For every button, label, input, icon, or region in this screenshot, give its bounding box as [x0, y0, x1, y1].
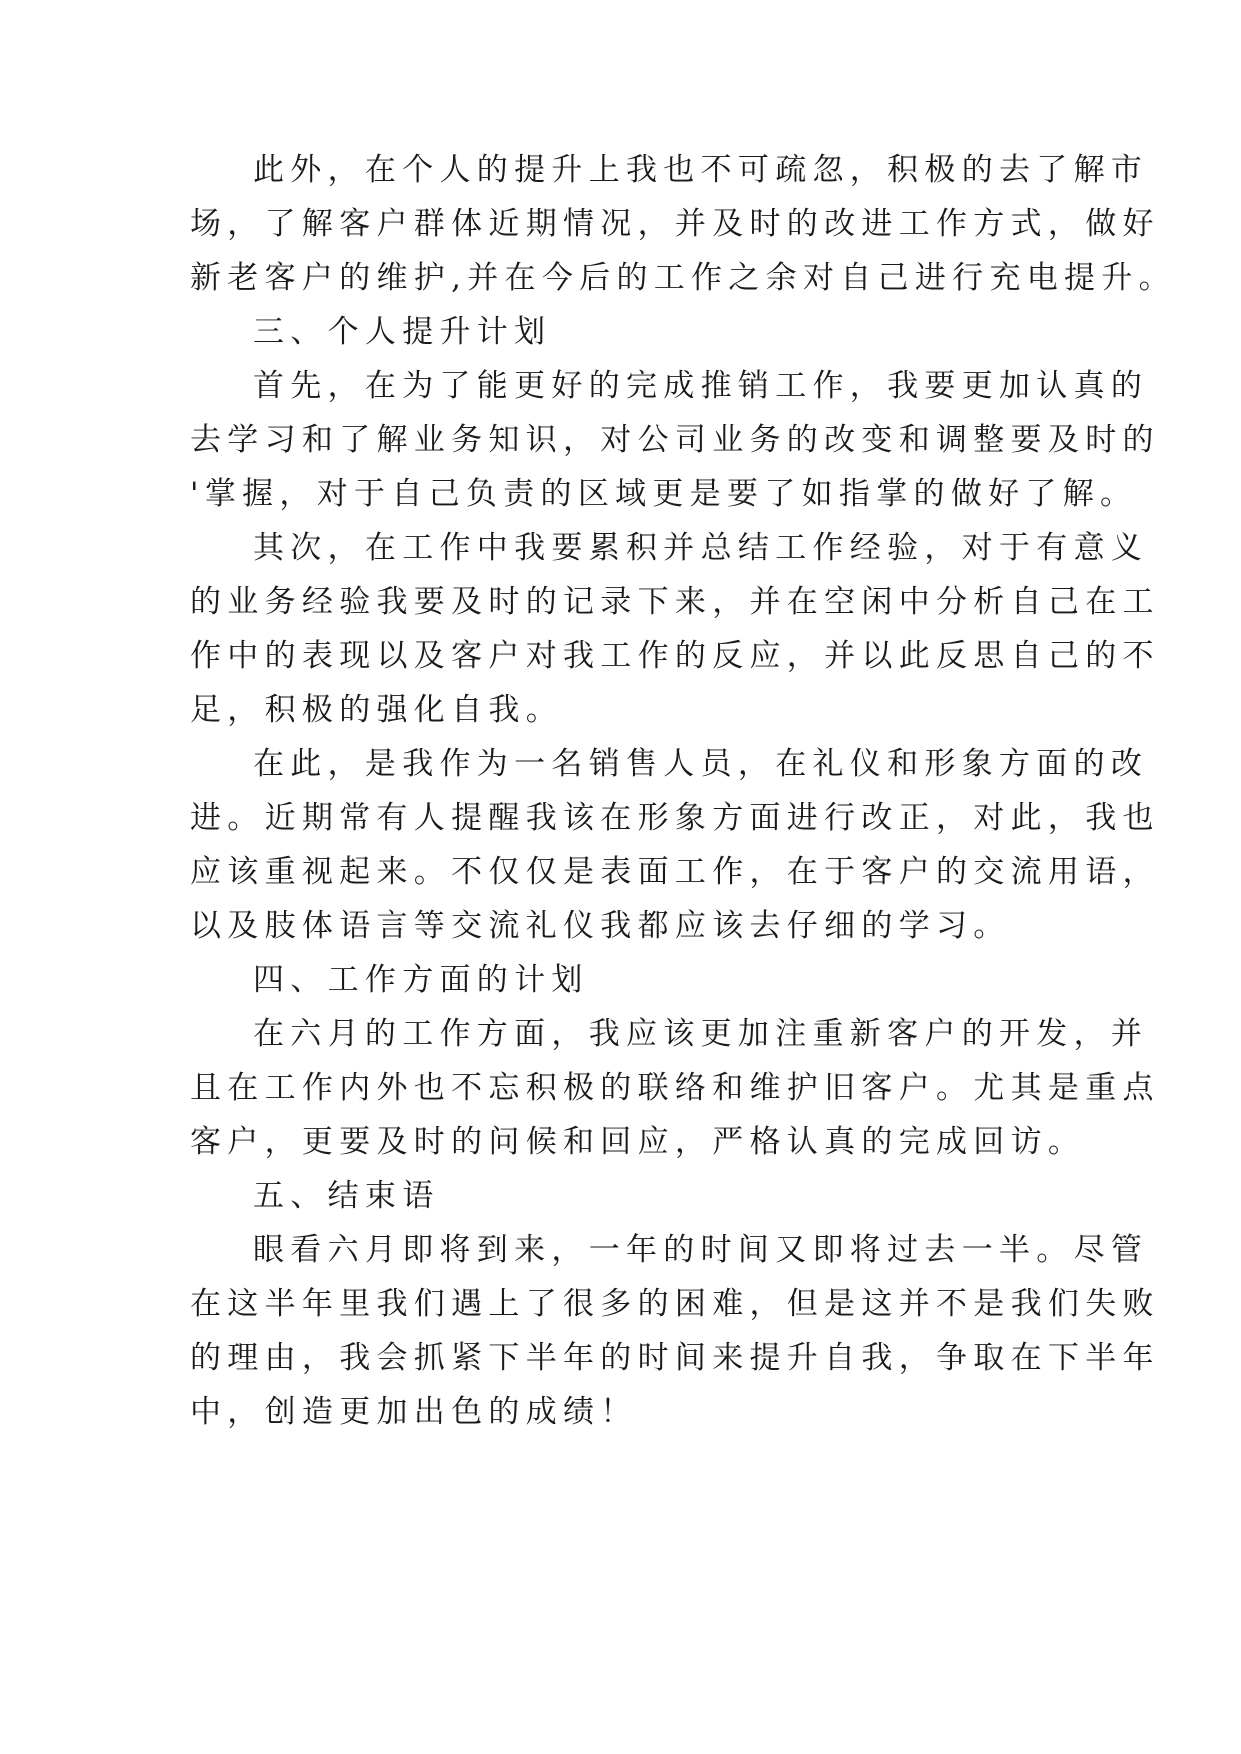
paragraph-line: '掌握，对于自己负责的区域更是要了如指掌的做好了解。 [190, 476, 1138, 512]
paragraph-line: 的理由，我会抓紧下半年的时间来提升自我，争取在下半年 [190, 1340, 1160, 1376]
paragraph-line: 足，积极的强化自我。 [190, 692, 563, 728]
paragraph-line: 此外，在个人的提升上我也不可疏忽，积极的去了解市 [253, 152, 1149, 188]
paragraph-line: 场，了解客户群体近期情况，并及时的改进工作方式，做好 [190, 206, 1160, 242]
paragraph-line: 在这半年里我们遇上了很多的困难，但是这并不是我们失败 [190, 1286, 1160, 1322]
section-heading: 四、工作方面的计划 [253, 962, 589, 998]
paragraph-line: 应该重视起来。不仅仅是表面工作，在于客户的交流用语， [190, 854, 1160, 890]
paragraph-line: 以及肢体语言等交流礼仪我都应该去仔细的学习。 [190, 908, 1011, 944]
paragraph-line: 中，创造更加出色的成绩！ [190, 1394, 638, 1430]
paragraph-line: 且在工作内外也不忘积极的联络和维护旧客户。尤其是重点 [190, 1070, 1160, 1106]
paragraph-line: 在此，是我作为一名销售人员，在礼仪和形象方面的改 [253, 746, 1149, 782]
paragraph-line: 新老客户的维护,并在今后的工作之余对自己进行充电提升。 [190, 260, 1176, 296]
paragraph-line: 眼看六月即将到来，一年的时间又即将过去一半。尽管 [253, 1232, 1149, 1268]
paragraph-line: 在六月的工作方面，我应该更加注重新客户的开发，并 [253, 1016, 1149, 1052]
paragraph-line: 客户，更要及时的问候和回应，严格认真的完成回访。 [190, 1124, 1086, 1160]
paragraph-line: 作中的表现以及客户对我工作的反应，并以此反思自己的不 [190, 638, 1160, 674]
paragraph-line: 其次，在工作中我要累积并总结工作经验，对于有意义 [253, 530, 1149, 566]
paragraph-line: 去学习和了解业务知识，对公司业务的改变和调整要及时的 [190, 422, 1160, 458]
paragraph-line: 的业务经验我要及时的记录下来，并在空闲中分析自己在工 [190, 584, 1160, 620]
section-heading: 三、个人提升计划 [253, 314, 552, 350]
section-heading: 五、结束语 [253, 1178, 440, 1214]
paragraph-line: 进。近期常有人提醒我该在形象方面进行改正，对此，我也 [190, 800, 1160, 836]
paragraph-line: 首先，在为了能更好的完成推销工作，我要更加认真的 [253, 368, 1149, 404]
